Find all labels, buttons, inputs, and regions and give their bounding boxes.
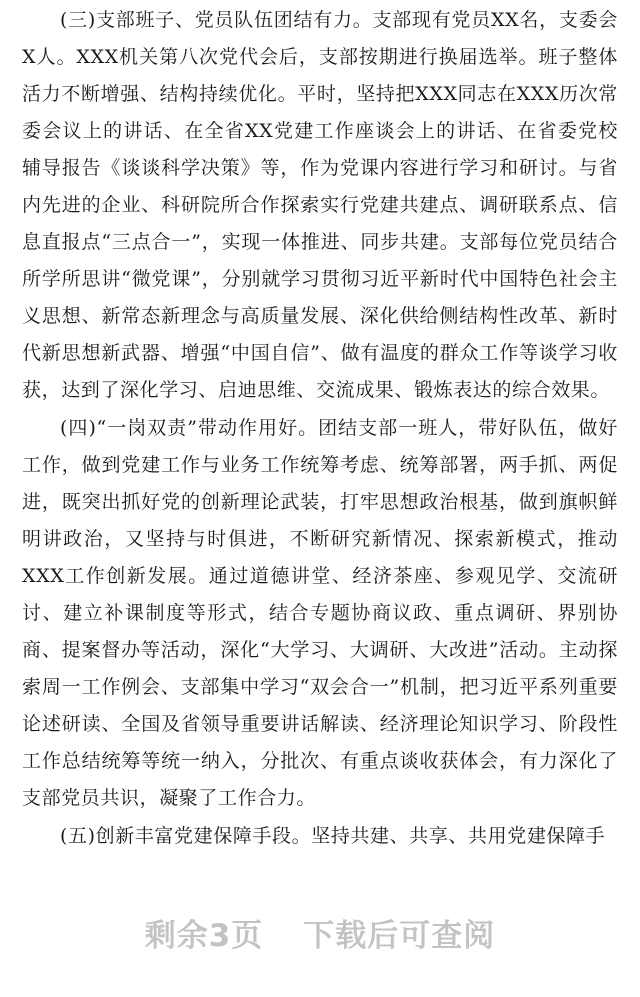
paragraph-section-5: (五)创新丰富党建保障手段。坚持共建、共享、共用党建保障手 [60, 825, 606, 847]
document-body [22, 2, 618, 855]
download-to-view-text: 下载后可查阅 [303, 918, 496, 954]
paragraph-section-4: (四)“一岗双责”带动作用好。团结支部一班人，带好队伍，做好工作，做到党建工作与业务工作统筹考虑、统筹部署，两手抓、两促进，既突出抓好党的创新理论武装，打牢思想政治根基，做到旗帜鲜明讲政治，又坚持与时俱进，不断研究新情况、探索新模式，推动XXX工作创新发展。通过道德讲堂、经济茶座、参观见学、交流研讨、建立补课制度等形式，结合专题协商议政、重点调研、界别协商、提案督办等活动，深化“大学习、大调研、大改进”活动。主动探索周一工作例会、支部集中学习“双会合一”机制，把习近平系列重要论述研读、全国及省领导重要讲话解读、经济理论知识学习、阶段性工作总结统筹等统一纳入，分批次、有重点谈收获体会，有力深化了支部党员共识，凝聚了工作合力。 [22, 417, 618, 809]
paragraph-section-3: (三)支部班子、党员队伍团结有力。支部现有党员XX名，支委会X人。XXX机关第八次党代会后，支部按期进行换届选举。班子整体活力不断增强、结构持续优化。平时，坚持把XXX同志在XXX历次常委会议上的讲话、在全省XX党建工作座谈会上的讲话、在省委党校辅导报告《谈谈科学决策》等，作为党课内容进行学习和研讨。与省内先进的企业、科研院所合作探索实行党建共建点、调研联系点、信息直报点“三点合一”，实现一体推进、同步共建。支部每位党员结合所学所思讲“微党课”，分别就学习贯彻习近平新时代中国特色社会主义思想、新常态新理念与高质量发展、深化供给侧结构性改革、新时代新思想新武器、增强“中国自信”、做有温度的群众工作等谈学习收获，达到了深化学习、启迪思维、交流成果、锻炼表达的综合效果。 [22, 9, 618, 401]
download-preview-banner[interactable] [0, 914, 640, 958]
remaining-pages-text: 剩余3页 [144, 918, 264, 954]
